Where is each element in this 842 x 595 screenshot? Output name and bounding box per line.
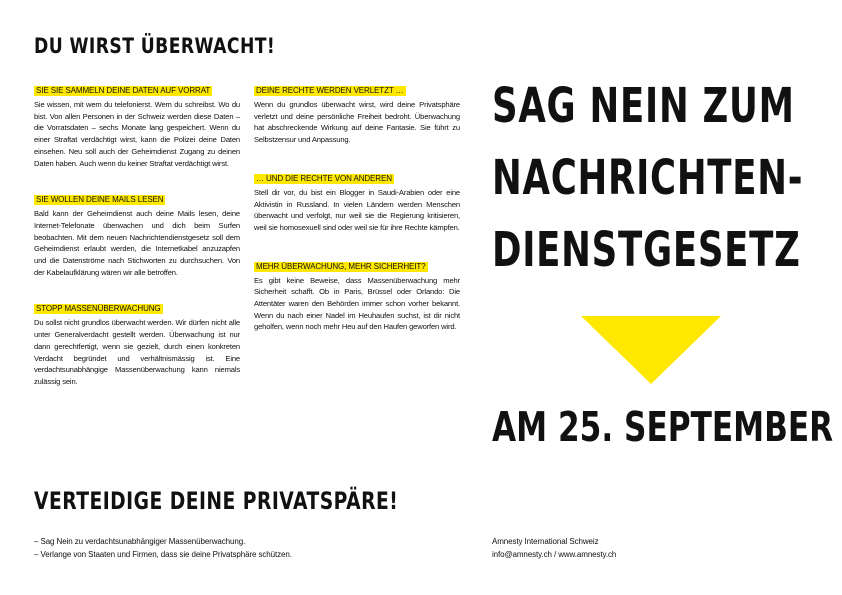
demand-item: – Verlange von Staaten und Firmen, dass sie deine Privatsphäre schützen. <box>34 549 292 559</box>
section-collect-data <box>34 80 240 169</box>
section-rights-of-others <box>254 168 460 234</box>
headline <box>492 70 804 286</box>
section-rights-violated <box>254 80 460 146</box>
section-body: Sie wissen, mit wem du telefonierst. Wem du schreibst. Wo du bist. Von allen Personen in der Schweiz werden diese Daten – die Vorratsdaten – sechs Monate lang gespeichert. Wenn du einer Straftat verdächtigt wirst, kann die Polizei deine Daten einsehen. Neu soll auch der Geheimdienst Zugang zu deinen Daten haben. Auch wenn du keiner Straftat verdächtigt wirst. <box>34 100 240 168</box>
headline-line: SAG NEIN ZUM <box>492 78 795 134</box>
demand-item: – Sag Nein zu verdachtsunabhängiger Massenüberwachung. <box>34 537 246 546</box>
section-more-security <box>254 256 460 334</box>
section-body: Du sollst nicht grundlos überwacht werden. Wir dürfen nicht alle unter Generalverdacht gestellt werden. Überwachung ist nur dann gerechtfertigt, wenn sie gezielt, durch einen konkreten Verdacht begründet und verhältnismässig ist. Eine verdachtsunabhängige Massenüberwachung kann niemals zulässig sein. <box>34 318 240 386</box>
section-heading: STOPP MASSENÜBERWACHUNG <box>36 304 161 314</box>
section-stop-mass-surveillance <box>34 298 240 387</box>
section-heading: SIE WOLLEN DEINE MAILS LESEN <box>36 195 164 205</box>
section-heading: … UND DIE RECHTE VON ANDEREN <box>256 173 392 183</box>
section-read-mails <box>34 189 240 278</box>
demands-list <box>34 536 292 561</box>
contact-info <box>492 536 616 561</box>
section-body: Es gibt keine Beweise, dass Massenüberwachung mehr Sicherheit schafft. Ob in Paris, Brüssel oder Orlando: Die Attentäter waren den Behörden immer schon vorher bekannt. Wenn du nach einer Nadel im Heuhaufen suchst, ist dir nicht geholfen, wenn noch mehr Heu auf den Haufen geworfen wird. <box>254 275 460 332</box>
section-body: Stell dir vor, du bist ein Blogger in Saudi-Arabien oder eine Aktivistin in Russland. In vielen Ländern werden Menschen überwacht und verfolgt, nur weil sie die Regierung kritisieren, weil sie homosexuell sind oder weil sie für ihre Rechte kämpfen. <box>254 187 460 232</box>
vote-date: AM 25. SEPTEMBER <box>492 403 834 451</box>
section-body: Bald kann der Geheimdienst auch deine Mails lesen, deine Internet-Telefonate überwachen und dich beim Surfen beobachten. Mit dem neuen Nachrichtendienstgesetz soll dem Geheimdienst erlaubt werden, die Internetkabel anzuzapfen und die Datenströme nach Stichworten zu durchsuchen. Von der Kabelaufklärung wären wir alle betroffen. <box>34 209 240 277</box>
headline-line: NACHRICHTEN- <box>492 150 804 206</box>
right-text-column <box>254 80 460 355</box>
footer-title: VERTEIDIGE DEINE PRIVATSPÄRE! <box>34 487 399 515</box>
headline-line: DIENSTGESETZ <box>492 222 801 278</box>
contact-links[interactable]: info@amnesty.ch / www.amnesty.ch <box>492 549 617 559</box>
main-title: DU WIRST ÜBERWACHT! <box>34 34 276 58</box>
section-heading: SIE SIE SAMMELN DEINE DATEN AUF VORRAT <box>36 86 211 95</box>
section-heading: MEHR ÜBERWACHUNG, MEHR SICHERHEIT? <box>256 261 426 271</box>
organization-name: Amnesty International Schweiz <box>492 537 599 546</box>
section-body: Wenn du grundlos überwacht wirst, wird deine Privatsphäre verletzt und deine persönliche Freiheit bedroht. Überwachung hat abschreckende Wirkung auf deine Fantasie. Sie führt zu Selbstzensur und Anpassung. <box>254 100 460 145</box>
left-text-column <box>34 80 240 408</box>
section-heading: DEINE RECHTE WERDEN VERLETZT … <box>256 86 404 95</box>
yellow-triangle-icon <box>581 316 721 384</box>
